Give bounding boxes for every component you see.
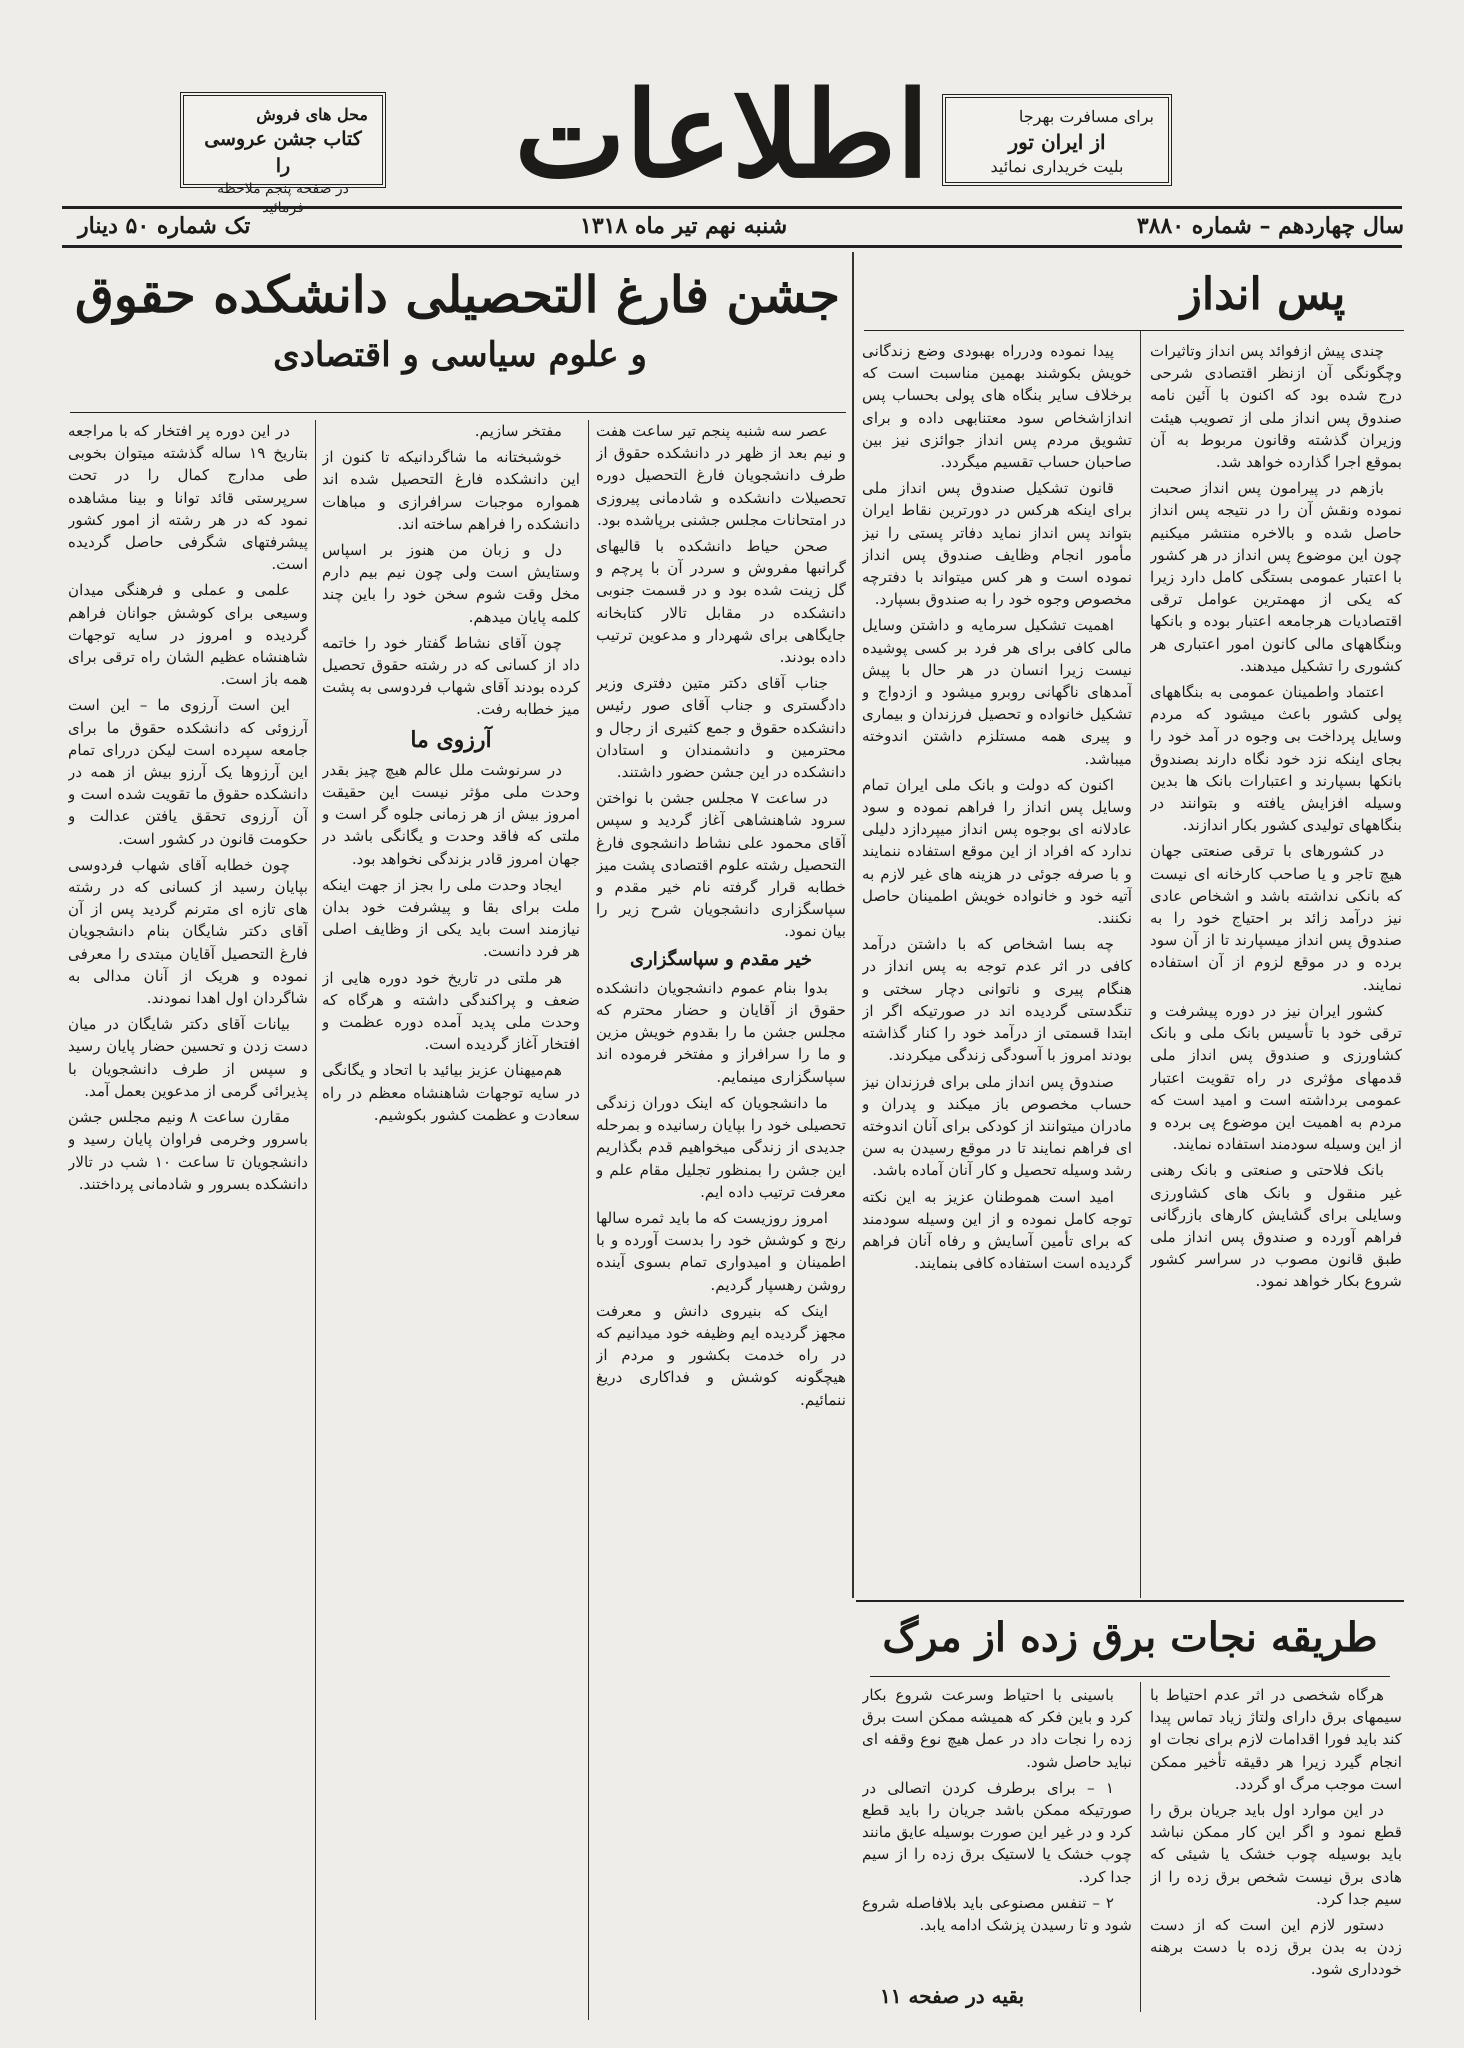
savings-column-right — [1150, 340, 1402, 1596]
electric-headline-rule — [870, 1676, 1390, 1677]
ad-iran-tour-line1: برای مسافرت بهرجا — [1018, 107, 1154, 126]
paragraph: دل و زبان من هنوز بر اسپاس وستایش است ولی چون نیم بیم دارم مخل وقت شوم سخن خود را باین چند کلمه پایان میدهم. — [322, 541, 580, 626]
paragraph: جناب آقای دکتر متین دفتری وزیر دادگستری و جناب آقای صور رئیس دانشکده حقوق و جمع کثیری از رجال و محترمین و دانشمندان و استادان دانشکده در این جشن حضور داشتند. — [596, 674, 846, 782]
ad-wedding-line1: محل های فروش — [256, 105, 368, 124]
savings-headline-rule — [864, 330, 1404, 331]
ceremony-headline-rule — [70, 412, 846, 413]
paragraph: چندی پیش ازفوائد پس انداز وتاثیرات وچگونگی آن ازنظر اقتصادی شرحی درج شده بود که اکنون با آئین نامه صندوق پس انداز ملی از تصویب هیئت وزیران گذشته وقانون مربوط به آن بموقع اجرا گذارده خواهد شد. — [1150, 342, 1402, 472]
dateline-price: تک شماره ۵۰ دینار — [78, 213, 251, 239]
ceremony-headline: جشن فارغ التحصیلی دانشکده حقوق — [74, 265, 840, 324]
paragraph: دستور لازم این است که از دست زدن به بدن برق زده با دست برهنه خودداری شود. — [1150, 1916, 1402, 1979]
paragraph: در سرنوشت ملل عالم هیچ چیز بقدر وحدت ملی مؤثر نیست این حقیقت امروز بیش از هر زمانی جلوه گر است و ملتی که فاقد وحدت و یگانگی باشد در جهان امروز قادر بزندگی نخواهد بود. — [322, 760, 580, 868]
electric-column-left — [862, 1684, 1132, 1974]
savings-end-rule — [856, 1600, 1404, 1602]
paragraph: ۲ – تنفس مصنوعی باید بلافاصله شروع شود و تا رسیدن پزشک ادامه یابد. — [862, 1893, 1132, 1935]
paragraph: هر ملتی در تاریخ خود دوره هایی از ضعف و پراکندگی داشته و هرگاه که وحدت ملی پدید آمده دوره عظمت و افتخار آغاز گردیده است. — [322, 968, 580, 1054]
paragraph: در کشورهای با ترقی صنعتی جهان هیچ تاجر و یا صاحب کارخانه ای نیست که بانکی نداشته باشد و اشخاص عادی نیز درآمد زائد بر احتیاج خود را به صندوق پس انداز میسپارند تا از آن سود برده و در موقع لزوم از آن استفاده نمایند. — [1150, 842, 1402, 994]
paragraph: بیانات آقای دکتر شایگان در میان دست زدن و تحسین حضار پایان رسید و سپس از طرف دانشجویان با پذیرائی گرمی از مدعوین بعمل آمد. — [68, 1015, 308, 1100]
ceremony-col2-subhead: آرزوی ما — [410, 726, 492, 753]
column-rule-main — [852, 252, 854, 1598]
ceremony-subheadline: و علوم سیاسی و اقتصادی — [273, 335, 647, 375]
ad-iran-tour-line2: از ایران تور — [1008, 130, 1106, 155]
column-rule-left-2 — [315, 420, 316, 2020]
paragraph: اکنون که دولت و بانک ملی ایران تمام وسایل پس انداز را فراهم نموده و سود عادلانه ای بوجوه پس انداز میپردازد دلیلی ندارد که افراد از این موقع استفاده ننمایند و با صرفه جوئی در هزینه های غیر لازم به آتیه خود و خانواده خویش اطمینان حاصل نکنند. — [862, 775, 1132, 928]
paragraph: صندوق پس انداز ملی برای فرزندان نیز حساب مخصوص باز میکند و پدران و مادران میتوانند از کودکی برای آنان اندوخته ای فراهم نمایند تا در موقع رسیدن به سن رشد وسیله تحصیل و کار آنان آماده باشد. — [862, 1072, 1132, 1180]
paragraph: در ساعت ۷ مجلس جشن با نواختن سرود شاهنشاهی آغاز گردید و سپس آقای محمود علی نشاط دانشجوی فارغ التحصیل رشته علوم اقتصادی پشت میز خطابه قرار گرفته نام خیر مقدم و سپاسگزاری دانشجویان شرح زیر را بیان نمود. — [596, 789, 846, 941]
paragraph: چون خطابه آقای شهاب فردوسی بپایان رسید از کسانی که در رشته های تازه ای مترنم گردید پس از آن آقای دکتر شایگان بنام دانشجویان فارغ التحصیل آقایان مبتدی را معرفی نموده و هریک از آنان مدالی به شاگردان اول اهدا نمودند. — [68, 855, 308, 1008]
ceremony-col1-subhead: خیر مقدم و سپاسگزاری — [629, 948, 813, 970]
ceremony-column-3 — [68, 420, 308, 2020]
masthead-logo: اطلاعات — [514, 65, 929, 204]
ad-wedding-line2: کتاب جشن عروسی را — [204, 128, 362, 177]
ad-box-wedding-book — [180, 92, 386, 197]
paragraph: این است آرزوی ما – این است آرزوئی که دانشکده حقوق ما برای جامعه سپرده است لیکن دررای تمام این آرزوها یک آرزو بیش از همه در دانشکده حقوق ما تقویت شده است و آن آرزوی تحقق یافتن عدالت و حکومت قانون در کشور است. — [68, 696, 308, 848]
ad-iran-tour-line3: بلیت خریداری نمائید — [990, 157, 1124, 177]
column-rule-left-1 — [588, 420, 589, 2020]
paragraph: چه بسا اشخاص که با داشتن درآمد کافی در اثر عدم توجه به پس انداز در هنگام پیری و ناتوانی دچار سختی و تنگدستی گردیده اند در صورتیکه اگر از ابتدا قسمتی از درآمد خود را کنار گذاشته بودند امروز با آسودگی زندگی میکردند. — [862, 935, 1132, 1065]
paragraph: چون آقای نشاط گفتار خود را خاتمه داد از کسانی که در رشته حقوق تحصیل کرده بودند آقای شهاب فردوسی به پشت میز خطابه رفت. — [322, 633, 580, 719]
dateline-year-issue: سال چهاردهم – شماره ۳۸۸۰ — [1136, 213, 1404, 239]
paragraph: امید است هموطنان عزیز به این نکته توجه کامل نموده و از این وسیله سودمند که برای تأمین آسایش و رفاه آنان فراهم گردیده است استفاده کافی بنمایند. — [862, 1187, 1132, 1273]
ad-box-iran-tour — [942, 94, 1172, 186]
paragraph: ما دانشجویان که اینک دوران زندگی تحصیلی خود را بپایان رسانیده و بمرحله جدیدی از زندگی میخواهیم قدم بگذاریم این جشن را بمنظور تجلیل مقام علم و معرفت ترتیب داده ایم. — [596, 1093, 846, 1201]
paragraph: در این موارد اول باید جریان برق را قطع نمود و اگر این کار ممکن نباشد باید بوسیله چوب خشک یا شیئی که هادی برق نیست شخص برق زده را از سیم جدا کرد. — [1150, 1801, 1402, 1908]
paragraph: بانک فلاحتی و صنعتی و بانک رهنی غیر منقول و بانک های کشاورزی وسایلی برای گشایش کارهای بازرگانی فراهم آورده و صندوق پس انداز ملی طبق قانون مصوب در سراسر کشور شروع بکار خواهد نمود. — [1150, 1161, 1402, 1291]
masthead-rule-top — [62, 206, 1402, 209]
paragraph: امروز روزیست که ما باید ثمره سالها رنج و کوشش خود را بدست آورده و با اطمینان و امیدواری تمام بسوی آینده روشن رهسپار گردیم. — [596, 1208, 846, 1294]
paragraph: صحن حیاط دانشکده با قالیهای گرانبها مفروش و سردر آن با پرچم و گل زینت شده بود و در قسمت جنوبی دانشکده در مقابل تالار کتابخانه جایگاهی برای شهردار و مدعوین ترتیب داده بودند. — [596, 537, 846, 667]
electric-headline: طریقه نجات برق زده از مرگ — [882, 1614, 1378, 1661]
dateline-date: شنبه نهم تیر ماه ۱۳۱۸ — [580, 213, 788, 239]
masthead-rule-bottom — [62, 245, 1402, 248]
paragraph: علمی و عملی و فرهنگی میدان وسیعی برای کوشش جوانان فراهم گردیده و امروز در سایه توجهات شاهنشاه عظیم الشان راه ترقی برای همه باز است. — [68, 581, 308, 689]
paragraph: مقارن ساعت ۸ ونیم مجلس جشن باسرور وخرمی فراوان پایان رسید و دانشجویان تا ساعت ۱۰ شب در تالار دانشکده بسرور و شادمانی پرداختند. — [68, 1108, 308, 1193]
savings-column-left — [862, 340, 1132, 1596]
paragraph: خوشبختانه ما شاگردانیکه تا کنون از این دانشکده فارغ التحصیل شده اند همواره موجبات سرافرازی و مباهات دانشکده را فراهم ساخته اند. — [322, 448, 580, 533]
electric-column-rule — [1140, 1682, 1141, 2012]
paragraph: کشور ایران نیز در دوره پیشرفت و ترقی خود با تأسیس بانک ملی و بانک کشاورزی و صندوق پس انداز ملی قدمهای مؤثری در راه تقویت اعتبار عمومی برداشته است و امید است که مردم به اهمیت این موضوع پی برده و از این وسیله سودمند استفاده نمایند. — [1150, 1001, 1402, 1154]
paragraph: مفتخر سازیم. — [474, 422, 562, 440]
paragraph: اینک که بنیروی دانش و معرفت مجهز گردیده ایم وظیفه خود میدانیم که در راه خدمت بکشور و مردم از هیچگونه کوشش و فداکاری دریغ ننمائیم. — [596, 1301, 846, 1409]
paragraph: ۱ – برای برطرف کردن اتصالی در صورتیکه ممکن باشد جریان را باید قطع کرد و در غیر این صورت بوسیله عایق مانند چوب خشک یا لاستیک برق زده را از سیم جدا کرد. — [862, 1778, 1132, 1886]
paragraph: ایجاد وحدت ملی را بجز از جهت اینکه ملت برای بقا و پیشرفت خود بدان نیازمند است باید یکی از وظایف اصلی هر فرد دانست. — [322, 875, 580, 961]
ceremony-column-1 — [596, 420, 846, 2020]
paragraph: بازهم در پیرامون پس انداز صحبت نموده ونقش آن را در نتیجه پس انداز حاصل شده و بالاخره منتشر میکنیم چون این موضوع پس انداز در هر کشور با اعتبار عمومی بستگی کامل دارد زیرا که یکی از مهمترین عوامل ترقی اقتصادیات هرجامعه اعتبار بوده و بانکها وبنگاههای مالی کانون امور اعتباری هر کشوری را تشکیل میدهند. — [1150, 479, 1402, 675]
paragraph: باسینی با احتیاط وسرعت شروع بکار کرد و باین فکر که همیشه ممکن است برق زده را نجات داد در عمل هیچ نوع وقفه ای نباید حاصل شود. — [862, 1686, 1132, 1771]
electric-column-right — [1150, 1684, 1402, 2024]
continued-note: بقیه در صفحه ۱۱ — [880, 1984, 1025, 2008]
savings-headline: پس انداز — [1180, 269, 1346, 320]
paragraph: بدوا بنام عموم دانشجویان دانشکده حقوق از آقایان و حضار محترم که مجلس جشن ما را بقدوم خویش مزین و ما را سرافراز و مفتخر فرموده اند سپاسگزاری مینمایم. — [596, 978, 846, 1086]
paragraph: هرگاه شخصی در اثر عدم احتیاط با سیمهای برق دارای ولتاژ زیاد تماس پیدا کند باید فورا اقدامات لازم برای نجات او انجام گیرد زیرا هر دقیقه تأخیر ممکن است موجب مرگ او گردد. — [1150, 1686, 1402, 1793]
paragraph: پیدا نموده ودرراه بهبودی وضع زندگانی خویش بکوشند بهمین مناسبت است که برخلاف سایر بنگاه های پولی بحساب پس اندازاشخاص سود معتنابهی داده و برای تشویق مردم پس انداز جوائزی نیز بین صاحبان حساب تقسیم میگردد. — [862, 342, 1132, 472]
paragraph: هم‌میهنان عزیز بیائید با اتحاد و یگانگی در سایه توجهات شاهنشاه معظم در راه سعادت و عظمت کشور بکوشیم. — [322, 1061, 580, 1124]
paragraph: اعتماد واطمینان عمومی به بنگاههای پولی کشور باعث میشود که مردم وسایل پرداخت بی وجوه در آمد خود را بجای اینکه نزد خود نگاه دارند بصندوق بانکها بسپارند و اعتبارات بانک ها بدین وسیله افزایش یافته و بتوانند در بنگاههای تولیدی کشور بکار اندازند. — [1150, 683, 1402, 835]
ad-wedding-line3: در صفحه پنجم ملاحظه — [217, 180, 349, 197]
paragraph: عصر سه شنبه پنجم تیر ساعت هفت و نیم بعد از ظهر در دانشکده حقوق از طرف دانشجویان فارغ التحصیل دوره تحصیلات دانشکده و شادمانی پیروزی در امتحانات مجلس جشنی برپاشده بود. — [596, 422, 846, 529]
paragraph: اهمیت تشکیل سرمایه و داشتن وسایل مالی کافی برای هر فرد بر کسی پوشیده نیست زیرا انسان در هر حال با پیش آمدهای ناگهانی روبرو میشود و ازدواج و تشکیل خانواده و تحصیل فرزندان و بیماری و پیری همه مستلزم داشتن اندوخته میباشد. — [862, 616, 1132, 768]
ceremony-column-2 — [322, 420, 580, 2020]
paragraph: قانون تشکیل صندوق پس انداز ملی برای اینکه هرکس در دورترین نقاط ایران بتواند پس انداز نماید دفاتر پستی را نیز مأمور انجام وظایف صندوق پس انداز نموده است و هر کس میتواند با دفترچه مخصوص وجوه خود را به صندوق بسپارد. — [862, 479, 1132, 609]
paragraph: در این دوره پر افتخار که با مراجعه بتاریخ ۱۹ ساله گذشته میتوان بخوبی طی مدارج کمال را در تحت سرپرستی قائد توانا و بینا مشاهده نمود که در هر رشته از امور کشور پیشرفتهای شگرفی حاصل گردیده است. — [68, 422, 308, 574]
column-rule-savings — [1140, 330, 1141, 1598]
